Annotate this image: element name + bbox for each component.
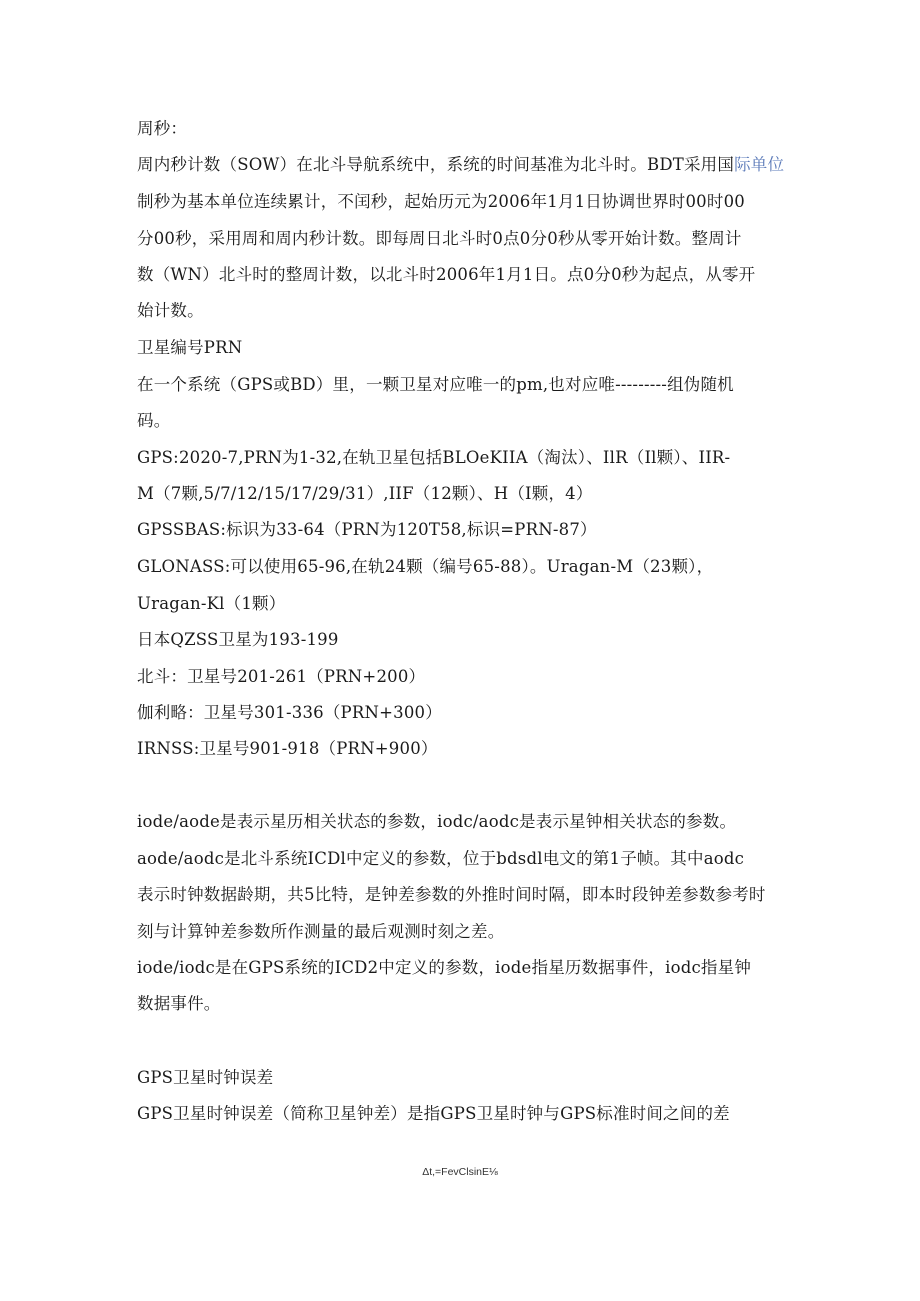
aode-paragraph-line-1: aode/aodc是北斗系统ICDl中定义的参数，位于bdsdl电文的第1子帧。其中aodc (137, 849, 745, 868)
gps-clock-error-line: GPS卫星时钟误差（简称卫星钟差）是指GPS卫星时钟与GPS标准时间之间的差 (137, 1104, 730, 1123)
aode-paragraph-line-2: 表示时钟数据龄期，共5比特，是钟差参数的外推时间时隔，即本时段钟差参数参考时 (137, 885, 766, 904)
heading-satellite-prn: 卫星编号PRN (137, 338, 243, 357)
aode-paragraph-line-3: 刻与计算钟差参数所作测量的最后观测时刻之差。 (137, 922, 505, 941)
galileo-prn-line: 伽利略：卫星号301-336（PRN+300） (137, 703, 442, 722)
gps-prn-line-2: M（7颗,5/7/12/15/17/29/31）,IIF（12颗）、H（I颗，4） (137, 484, 593, 503)
sow-paragraph-line-3: 分00秒，采用周和周内秒计数。即每周日北斗时0点0分0秒从零开始计数。整周计 (137, 229, 742, 248)
iode-iodc-line-2: 数据事件。 (137, 994, 221, 1013)
heading-week-seconds: 周秒： (137, 119, 188, 138)
si-unit-link[interactable]: 际单位 (734, 155, 785, 174)
prn-paragraph-line-1: 在一个系统（GPS或BD）里，一颗卫星对应唯一的pm,也对应唯---------组伪随机 (137, 375, 734, 394)
heading-gps-clock-error: GPS卫星时钟误差 (137, 1068, 274, 1087)
sbas-prn-line: GPSSBAS:标识为33-64（PRN为120T58,标识=PRN-87） (137, 520, 597, 539)
sow-paragraph-line-2: 制秒为基本单位连续累计，不闰秒，起始历元为2006年1月1日协调世界时00时00 (137, 192, 745, 211)
beidou-prn-line: 北斗：卫星号201-261（PRN+200） (137, 667, 426, 686)
iode-iodc-line-1: iode/iodc是在GPS系统的ICD2中定义的参数，iode指星历数据事件，iodc指星钟 (137, 958, 752, 977)
sow-paragraph-line-4: 数（WN）北斗时的整周计数，以北斗时2006年1月1日。点0分0秒为起点，从零开 (137, 265, 756, 284)
irnss-prn-line: IRNSS:卫星号901-918（PRN+900） (137, 739, 438, 758)
sow-paragraph-line-5: 始计数。 (137, 301, 204, 320)
gps-prn-line-1: GPS:2020-7,PRN为1-32,在轨卫星包括BLOeKIIA（淘汰）、IlR（Il颗）、IIR- (137, 448, 731, 467)
prn-paragraph-line-2: 码。 (137, 411, 171, 430)
clock-error-formula: Δt,=FevClsinE⅛ (422, 1166, 498, 1178)
iode-paragraph-line-1: iode/aode是表示星历相关状态的参数，iodc/aodc是表示星钟相关状态的参数。 (137, 812, 737, 831)
qzss-prn-line: 日本QZSS卫星为193-199 (137, 630, 339, 649)
glonass-prn-line-1: GLONASS:可以使用65-96,在轨24颗（编号65-88）。Uragan-M（23颗）， (137, 557, 714, 576)
sow-paragraph-line-1 (137, 154, 784, 176)
glonass-prn-line-2: Uragan-Kl（1颗） (137, 594, 286, 613)
sow-line-1-text: 周内秒计数（SOW）在北斗导航系统中，系统的时间基准为北斗时。BDT采用国 (137, 155, 735, 174)
